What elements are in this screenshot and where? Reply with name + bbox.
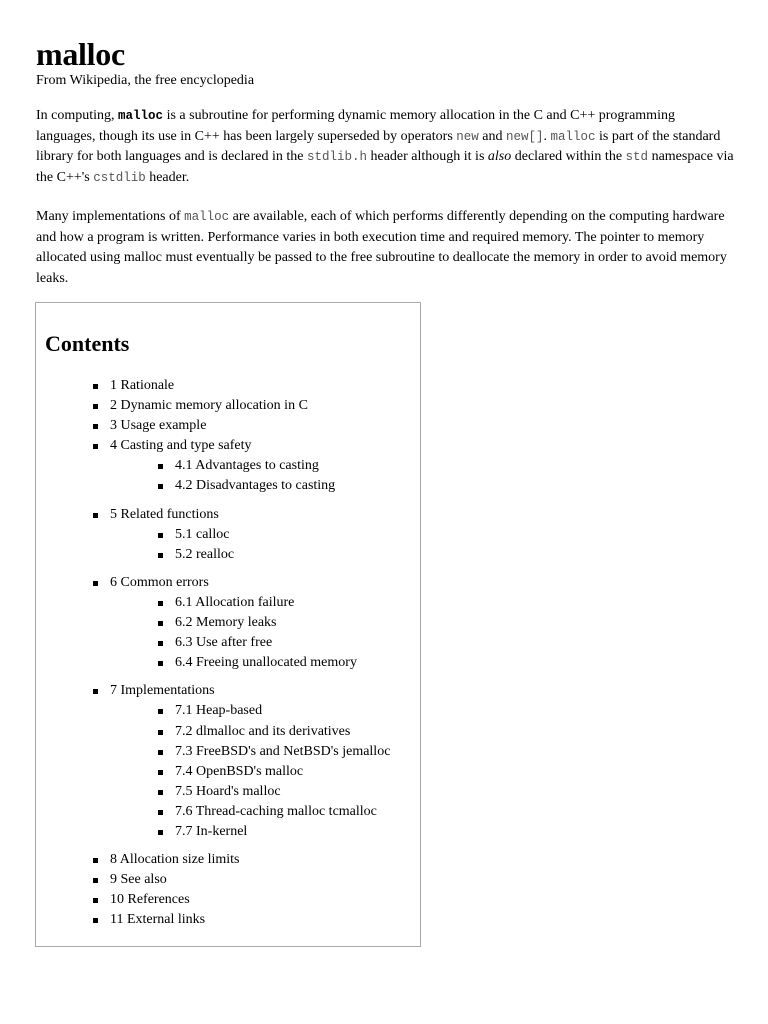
toc-item-rationale[interactable]	[36, 376, 420, 396]
implementations-paragraph	[36, 207, 736, 289]
toc-link[interactable]: 4 Casting and type safety	[110, 438, 252, 454]
toc-item-see-also[interactable]	[36, 870, 420, 890]
emphasis-also: also	[487, 149, 512, 164]
text-run: header.	[145, 169, 190, 185]
text-run: are available, each of which performs differently depending on the computing hardware and how a program is written. Performance varies in both execution time and required memory. The pointer to memory allocated using malloc must eventually be passed to the free subroutine to deallocate the memory in order to avoid memory leaks.	[36, 209, 727, 286]
text-run: In computing,	[36, 108, 119, 123]
bullet-icon	[93, 689, 98, 694]
text-run: declared within the	[511, 149, 626, 164]
toc-item-external-links[interactable]	[36, 910, 420, 930]
toc-spacer	[36, 842, 420, 850]
page-title: malloc	[36, 36, 125, 72]
toc-item-dynamic-memory[interactable]	[36, 396, 420, 416]
bullet-icon	[158, 770, 163, 775]
toc-link[interactable]: 6.1 Allocation failure	[175, 594, 295, 610]
toc-item-implementations[interactable]	[36, 681, 420, 701]
toc-item-tcmalloc[interactable]	[36, 802, 420, 822]
toc-spacer	[36, 497, 420, 505]
bullet-icon	[158, 730, 163, 735]
toc-link[interactable]: 2 Dynamic memory allocation in C	[110, 398, 308, 414]
text-run: .	[543, 128, 551, 144]
toc-link[interactable]: 5 Related functions	[110, 506, 219, 522]
toc-item-heap-based[interactable]	[36, 701, 420, 721]
bullet-icon	[93, 384, 98, 389]
toc-item-disadvantages-casting[interactable]	[36, 476, 420, 496]
bullet-icon	[158, 750, 163, 755]
code-malloc: malloc	[118, 109, 164, 123]
toc-item-in-kernel[interactable]	[36, 822, 420, 842]
bullet-icon	[93, 444, 98, 449]
text-run: header although it is	[366, 149, 488, 164]
text-run: Many implementations of	[36, 209, 185, 224]
code-malloc-2: malloc	[550, 129, 596, 144]
bullet-icon	[93, 581, 98, 586]
table-of-contents	[35, 302, 421, 947]
code-cstdlib: cstdlib	[93, 170, 146, 185]
toc-spacer	[36, 673, 420, 681]
toc-link[interactable]: 10 References	[110, 892, 190, 908]
toc-item-related-functions[interactable]	[36, 505, 420, 525]
text-run: is part of the standard library for both languages and is declared in the	[36, 128, 721, 164]
toc-item-use-after-free[interactable]	[36, 633, 420, 653]
bullet-icon	[93, 404, 98, 409]
toc-spacer	[36, 565, 420, 573]
toc-item-casting[interactable]	[36, 436, 420, 456]
toc-link[interactable]: 7 Implementations	[110, 683, 215, 699]
toc-item-hoard-malloc[interactable]	[36, 782, 420, 802]
toc-item-references[interactable]	[36, 890, 420, 910]
code-new-array: new[]	[506, 129, 544, 144]
toc-link[interactable]: 11 External links	[110, 912, 206, 928]
toc-item-common-errors[interactable]	[36, 573, 420, 593]
toc-item-allocation-size-limits[interactable]	[36, 850, 420, 870]
bullet-icon	[158, 709, 163, 714]
bullet-icon	[158, 621, 163, 626]
code-stdlib-h: stdlib.h	[306, 150, 367, 164]
intro-paragraph	[36, 106, 736, 188]
toc-list	[36, 376, 420, 930]
toc-link[interactable]: 7.3 FreeBSD's and NetBSD's jemalloc	[175, 743, 391, 759]
toc-link[interactable]: 7.2 dlmalloc and its derivatives	[175, 723, 351, 739]
toc-link[interactable]: 7.5 Hoard's malloc	[175, 783, 281, 799]
bullet-icon	[158, 464, 163, 469]
bullet-icon	[93, 424, 98, 429]
toc-link[interactable]: 5.1 calloc	[175, 526, 230, 542]
toc-link[interactable]: 6.4 Freeing unallocated memory	[175, 655, 357, 671]
bullet-icon	[158, 484, 163, 489]
toc-item-advantages-casting[interactable]	[36, 456, 420, 476]
bullet-icon	[158, 661, 163, 666]
bullet-icon	[93, 878, 98, 883]
text-run: and	[478, 128, 507, 144]
toc-link[interactable]: 4.1 Advantages to casting	[175, 458, 319, 474]
toc-link[interactable]: 7.4 OpenBSD's malloc	[175, 763, 304, 779]
code-malloc-3: malloc	[184, 210, 230, 224]
text-run: is a subroutine for performing dynamic memory allocation in the C and C++ programming languages, though its use in C++ has been largely superseded by operators	[36, 108, 675, 144]
bullet-icon	[93, 513, 98, 518]
bullet-icon	[158, 810, 163, 815]
bullet-icon	[158, 601, 163, 606]
bullet-icon	[158, 533, 163, 538]
toc-item-openbsd-malloc[interactable]	[36, 762, 420, 782]
page-subtitle: From Wikipedia, the free encyclopedia	[36, 73, 255, 88]
bullet-icon	[93, 918, 98, 923]
toc-link[interactable]: 6.2 Memory leaks	[175, 615, 277, 631]
toc-link[interactable]: 3 Usage example	[110, 418, 207, 434]
code-std: std	[625, 150, 649, 164]
toc-item-calloc[interactable]	[36, 525, 420, 545]
toc-link[interactable]: 8 Allocation size limits	[110, 852, 240, 868]
toc-item-freeing-unallocated[interactable]	[36, 653, 420, 673]
toc-link[interactable]: 7.1 Heap-based	[175, 703, 263, 719]
toc-link[interactable]: 7.7 In-kernel	[175, 823, 248, 839]
bullet-icon	[158, 641, 163, 646]
toc-item-memory-leaks[interactable]	[36, 613, 420, 633]
toc-item-usage-example[interactable]	[36, 416, 420, 436]
bullet-icon	[158, 790, 163, 795]
toc-link[interactable]: 4.2 Disadvantages to casting	[175, 478, 336, 494]
bullet-icon	[93, 898, 98, 903]
toc-item-dlmalloc[interactable]	[36, 722, 420, 742]
text-run: namespace via the C++'s	[36, 149, 734, 185]
code-new: new	[456, 129, 479, 144]
toc-item-jemalloc[interactable]	[36, 742, 420, 762]
toc-link[interactable]: 7.6 Thread-caching malloc tcmalloc	[175, 803, 377, 819]
toc-link[interactable]: 9 See also	[110, 872, 167, 888]
toc-item-realloc[interactable]	[36, 545, 420, 565]
toc-title: Contents	[45, 331, 130, 356]
bullet-icon	[158, 553, 163, 558]
bullet-icon	[158, 830, 163, 835]
toc-link[interactable]: 1 Rationale	[110, 378, 175, 393]
toc-link[interactable]: 5.2 realloc	[175, 546, 235, 562]
bullet-icon	[93, 858, 98, 863]
toc-link[interactable]: 6.3 Use after free	[175, 635, 273, 651]
toc-link[interactable]: 6 Common errors	[110, 574, 209, 590]
toc-item-allocation-failure[interactable]	[36, 593, 420, 613]
